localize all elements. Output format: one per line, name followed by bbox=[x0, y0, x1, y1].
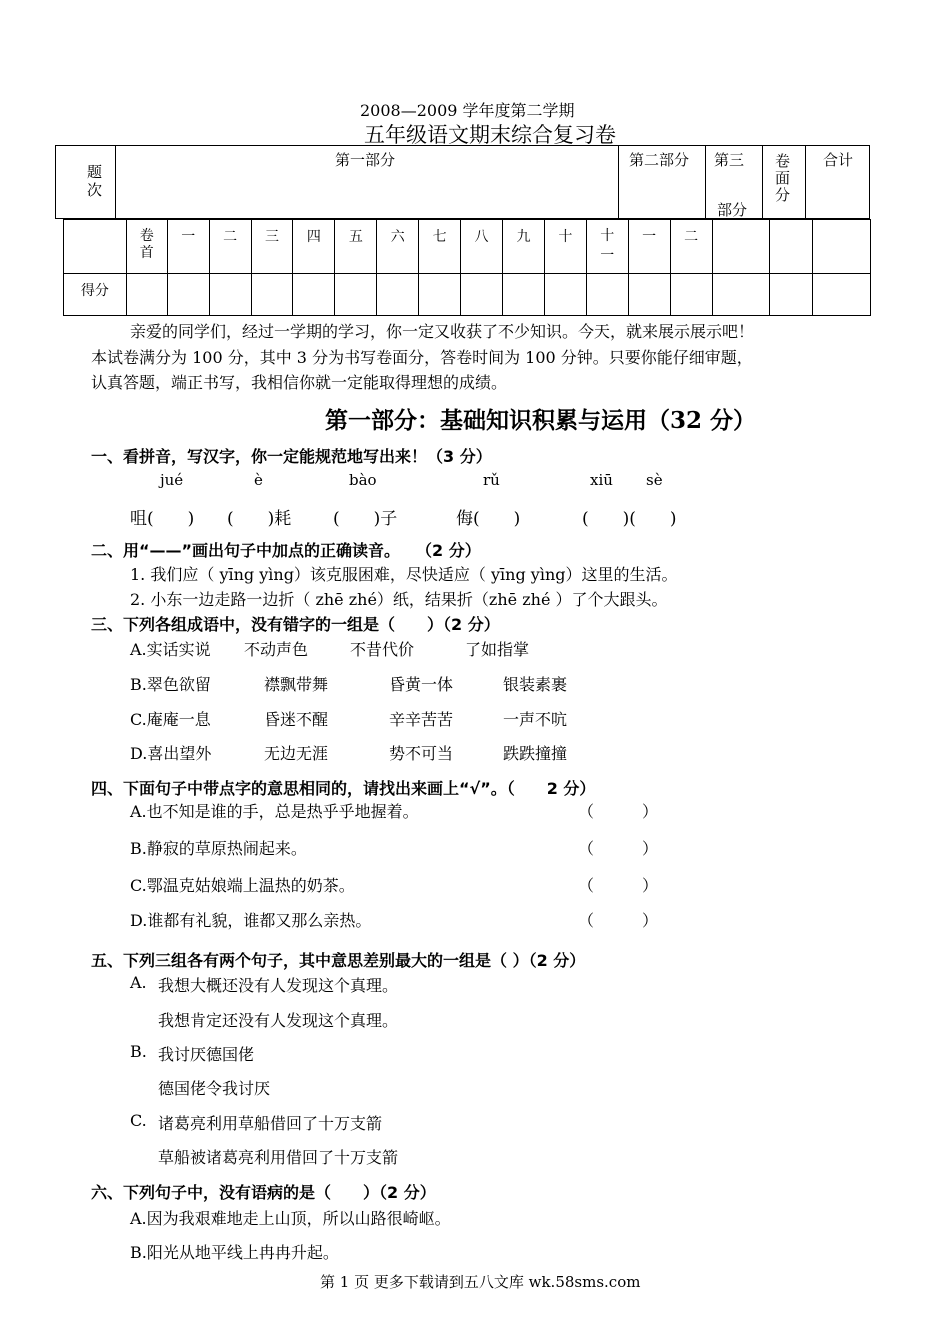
q2-title: 二、用“——”画出句子中加点的正确读音。 （2 分） bbox=[91, 541, 481, 560]
item-cell: 二 bbox=[670, 220, 712, 274]
score-cell bbox=[813, 274, 871, 316]
part1-title: 第一部分：基础知识积累与运用（32 分） bbox=[325, 407, 757, 434]
part1-header: 第一部分 bbox=[335, 151, 396, 169]
idiom: 昏黄一体 bbox=[389, 675, 454, 694]
q4-blank[interactable]: （ ） bbox=[578, 802, 659, 821]
q4-title: 四、下面句子中带点字的意思相同的，请找出来画上“√”。（ 2 分） bbox=[91, 779, 596, 798]
score-table-top bbox=[55, 145, 870, 219]
score-cell bbox=[586, 274, 628, 316]
q6-item: A.因为我艰难地走上山顶，所以山路很崎岖。 bbox=[130, 1209, 451, 1228]
divider bbox=[762, 145, 763, 219]
option-label: B. bbox=[130, 1042, 147, 1061]
score-grid-row-score bbox=[64, 274, 871, 316]
pinyin: è bbox=[254, 471, 263, 489]
divider bbox=[705, 145, 706, 219]
idiom: 襟飘带舞 bbox=[264, 675, 329, 694]
idiom: 一声不吭 bbox=[503, 710, 568, 729]
option-label: A.实话实说 bbox=[130, 640, 211, 659]
page-footer: 第 1 页 更多下载请到五八文库 wk.58sms.com bbox=[320, 1273, 641, 1291]
divider bbox=[805, 145, 806, 219]
score-cell bbox=[293, 274, 335, 316]
score-cell bbox=[419, 274, 461, 316]
score-cell bbox=[670, 274, 712, 316]
empty-cell bbox=[64, 220, 127, 274]
score-cell bbox=[209, 274, 251, 316]
answer-blank[interactable]: 咀( ) bbox=[130, 509, 195, 529]
option-label: A. bbox=[130, 973, 147, 992]
item-cell: 九 bbox=[502, 220, 544, 274]
ti-ci-label: 题 次 bbox=[87, 163, 103, 199]
score-grid bbox=[63, 219, 871, 316]
pinyin: rǔ bbox=[483, 471, 500, 489]
q4-blank[interactable]: （ ） bbox=[578, 911, 659, 930]
item-cell: 一 bbox=[628, 220, 670, 274]
q2-line-2: 2. 小东一边走路一边折（ zhē zhé）纸，结果折（zhē zhé ）了个大跟头。 bbox=[130, 590, 668, 609]
idiom: 了如指掌 bbox=[465, 640, 530, 659]
idiom: 银装素裹 bbox=[503, 675, 568, 694]
score-cell bbox=[251, 274, 293, 316]
q6-title: 六、下列句子中，没有语病的是（ ）（2 分） bbox=[91, 1183, 436, 1202]
empty-cell bbox=[712, 220, 770, 274]
score-cell bbox=[167, 274, 209, 316]
score-cell bbox=[712, 274, 770, 316]
divider bbox=[618, 145, 619, 219]
exam-term: 2008—2009 学年度第二学期 bbox=[360, 101, 575, 120]
score-cell bbox=[544, 274, 586, 316]
item-cell: 十 一 bbox=[586, 220, 628, 274]
juanmian-header: 卷 面 分 bbox=[775, 152, 791, 204]
score-cell bbox=[770, 274, 813, 316]
idiom: 辛辛苦苦 bbox=[389, 710, 454, 729]
sentence: 诸葛亮利用草船借回了十万支箭 bbox=[158, 1114, 383, 1133]
q1-title: 一、看拼音，写汉字，你一定能规范地写出来！（3 分） bbox=[91, 447, 492, 466]
pinyin: xiū bbox=[590, 471, 613, 489]
item-cell: 八 bbox=[461, 220, 503, 274]
score-cell bbox=[502, 274, 544, 316]
sentence: 德国佬令我讨厌 bbox=[158, 1079, 271, 1098]
score-grid-row-items bbox=[64, 220, 871, 274]
answer-blank[interactable]: 侮( ) bbox=[456, 509, 521, 529]
option-label: B.翠色欲留 bbox=[130, 675, 211, 694]
q5-title: 五、下列三组各有两个句子，其中意思差别最大的一组是（ ）（2 分） bbox=[91, 951, 586, 970]
pinyin: jué bbox=[160, 471, 184, 489]
option-label: C.庵庵一息 bbox=[130, 710, 211, 729]
item-cell: 六 bbox=[377, 220, 419, 274]
q4-item: D.谁都有礼貌，谁都又那么亲热。 bbox=[130, 911, 372, 930]
intro-line: 亲爱的同学们，经过一学期的学习，你一定又收获了不少知识。今天，就来展示展示吧！ bbox=[130, 322, 755, 341]
idiom: 昏迷不醒 bbox=[264, 710, 329, 729]
option-label: D.喜出望外 bbox=[130, 744, 212, 763]
defen-label: 得分 bbox=[64, 274, 127, 316]
item-cell: 三 bbox=[251, 220, 293, 274]
item-cell: 十 bbox=[544, 220, 586, 274]
empty-cell bbox=[813, 220, 871, 274]
answer-blank[interactable]: ( )( ) bbox=[582, 509, 677, 529]
part3-header-sub: 部分 bbox=[717, 201, 748, 219]
part3-header: 第三 bbox=[714, 151, 745, 169]
q4-blank[interactable]: （ ） bbox=[578, 839, 659, 858]
idiom: 不昔代价 bbox=[350, 640, 415, 659]
sentence: 我讨厌德国佬 bbox=[158, 1045, 255, 1064]
intro-line: 本试卷满分为 100 分，其中 3 分为书写卷面分，答卷时间为 100 分钟。只要你能仔细审题， bbox=[91, 348, 753, 367]
score-cell bbox=[628, 274, 670, 316]
sentence: 我想肯定还没有人发现这个真理。 bbox=[158, 1011, 399, 1030]
empty-cell bbox=[770, 220, 813, 274]
exam-title: 五年级语文期末综合复习卷 bbox=[364, 123, 616, 147]
item-cell: 卷 首 bbox=[126, 220, 167, 274]
q2-line-1: 1. 我们应（ yīng yìng）该克服困难，尽快适应（ yīng yìng）这里的生活。 bbox=[130, 565, 678, 584]
item-cell: 七 bbox=[419, 220, 461, 274]
q6-item: B.阳光从地平线上冉冉升起。 bbox=[130, 1243, 339, 1262]
pinyin: sè bbox=[646, 471, 663, 489]
answer-blank[interactable]: ( )耗 bbox=[227, 509, 292, 529]
sentence: 我想大概还没有人发现这个真理。 bbox=[158, 976, 399, 995]
q4-blank[interactable]: （ ） bbox=[578, 876, 659, 895]
option-label: C. bbox=[130, 1111, 147, 1130]
item-cell: 四 bbox=[293, 220, 335, 274]
sentence: 草船被诸葛亮利用借回了十万支箭 bbox=[158, 1148, 399, 1167]
score-cell bbox=[126, 274, 167, 316]
q4-item: C.鄂温克姑娘端上温热的奶茶。 bbox=[130, 876, 355, 895]
score-cell bbox=[461, 274, 503, 316]
item-cell: 一 bbox=[167, 220, 209, 274]
divider bbox=[115, 145, 116, 219]
pinyin: bào bbox=[349, 471, 377, 489]
score-cell bbox=[335, 274, 377, 316]
q3-title: 三、下列各组成语中，没有错字的一组是（ ）（2 分） bbox=[91, 615, 500, 634]
intro-line: 认真答题，端正书写，我相信你就一定能取得理想的成绩。 bbox=[91, 373, 508, 392]
total-header: 合计 bbox=[823, 151, 854, 169]
part2-header: 第二部分 bbox=[629, 151, 690, 169]
q4-item: A.也不知是谁的手，总是热乎乎地握着。 bbox=[130, 802, 419, 821]
q4-item: B.静寂的草原热闹起来。 bbox=[130, 839, 307, 858]
idiom: 无边无涯 bbox=[264, 744, 329, 763]
answer-blank[interactable]: ( )子 bbox=[333, 509, 398, 529]
score-cell bbox=[377, 274, 419, 316]
item-cell: 二 bbox=[209, 220, 251, 274]
item-cell: 五 bbox=[335, 220, 377, 274]
idiom: 跌跌撞撞 bbox=[503, 744, 568, 763]
idiom: 不动声色 bbox=[244, 640, 309, 659]
idiom: 势不可当 bbox=[389, 744, 454, 763]
